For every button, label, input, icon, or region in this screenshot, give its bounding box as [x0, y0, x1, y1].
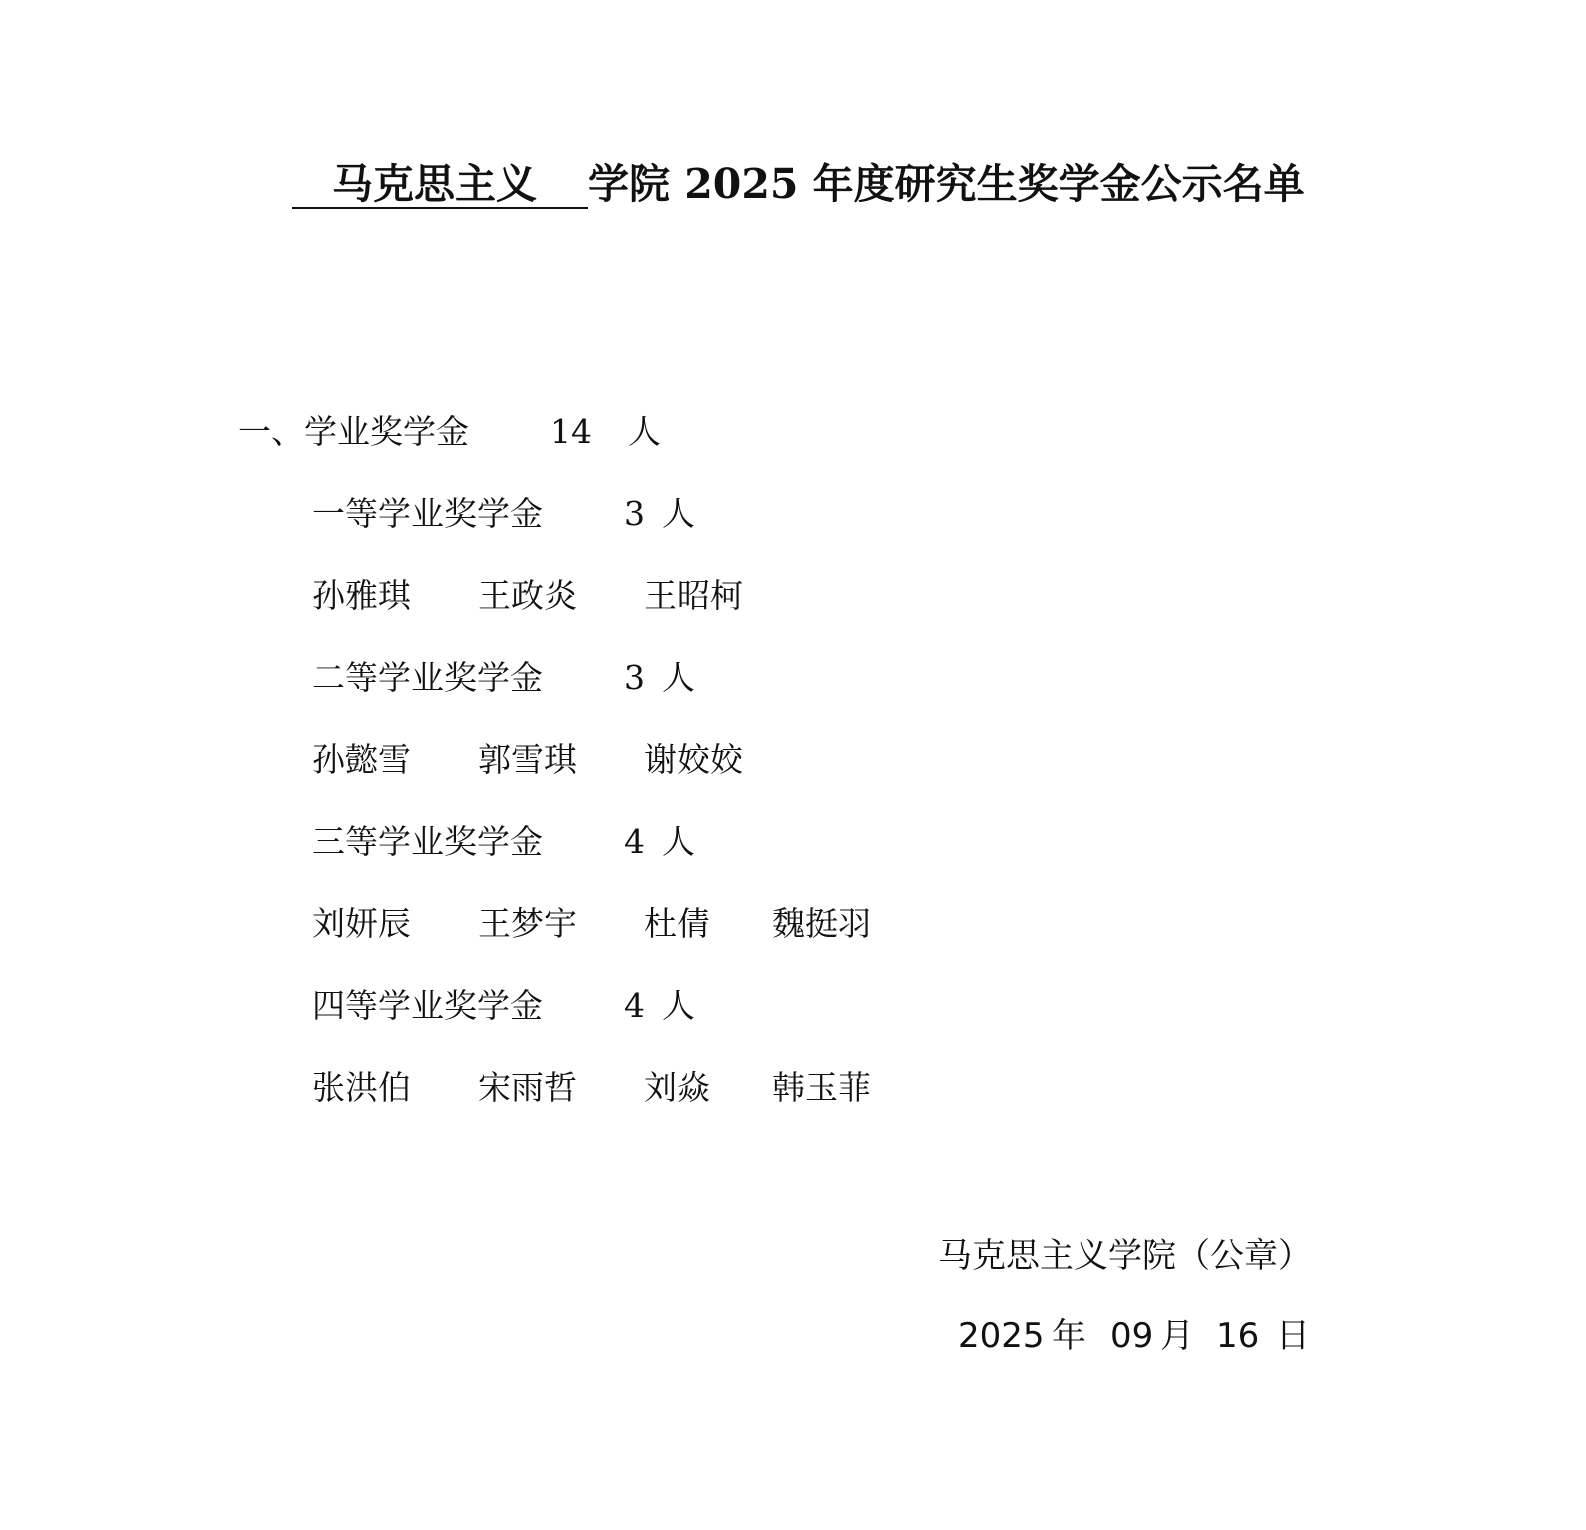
- recipient-name: 王昭柯: [644, 576, 743, 615]
- date-day: 16: [1216, 1316, 1260, 1356]
- level-row: [312, 494, 732, 534]
- date-day-unit: 日: [1276, 1316, 1310, 1356]
- level-count: 4: [624, 822, 645, 861]
- recipient-name: 魏挺羽: [772, 904, 871, 943]
- recipient-name: 韩玉菲: [772, 1068, 871, 1107]
- level-unit: 人: [662, 494, 695, 533]
- section-total-unit: 人: [628, 412, 661, 451]
- level-unit: 人: [662, 986, 695, 1025]
- date-year: 2025: [958, 1316, 1045, 1356]
- level-label: 三等学业奖学金: [312, 822, 543, 861]
- recipient-name: 张洪伯: [312, 1068, 411, 1107]
- names-row: [312, 1068, 1012, 1108]
- document-title: [292, 158, 1305, 210]
- level-row: [312, 658, 732, 698]
- level-unit: 人: [662, 658, 695, 697]
- recipient-name: 王政炎: [478, 576, 577, 615]
- level-label: 一等学业奖学金: [312, 494, 543, 533]
- recipient-name: 孙雅琪: [312, 576, 411, 615]
- names-row: [312, 904, 1012, 944]
- level-label: 四等学业奖学金: [312, 986, 543, 1025]
- section-heading: [238, 412, 718, 452]
- date-month: 09: [1110, 1316, 1154, 1356]
- level-row: [312, 986, 732, 1026]
- recipient-name: 刘妍辰: [312, 904, 411, 943]
- level-count: 3: [624, 494, 645, 533]
- date-month-unit: 月: [1160, 1316, 1194, 1356]
- level-unit: 人: [662, 822, 695, 861]
- recipient-name: 谢姣姣: [644, 740, 743, 779]
- date-year-unit: 年: [1052, 1316, 1086, 1356]
- section-total-count: 14: [550, 412, 592, 451]
- section-heading-label: 一、学业奖学金: [238, 412, 469, 451]
- recipient-name: 刘焱: [644, 1068, 710, 1107]
- recipient-name: 杜倩: [644, 904, 710, 943]
- recipient-name: 孙懿雪: [312, 740, 411, 779]
- title-text: 学院 2025 年度研究生奖学金公示名单: [588, 160, 1305, 208]
- recipient-name: 郭雪琪: [478, 740, 577, 779]
- recipient-name: 王梦宇: [478, 904, 577, 943]
- signature-date: [958, 1314, 1338, 1358]
- level-count: 3: [624, 658, 645, 697]
- level-label: 二等学业奖学金: [312, 658, 543, 697]
- title-college-name: 马克思主义: [292, 161, 588, 209]
- names-row: [312, 740, 912, 780]
- names-row: [312, 576, 912, 616]
- level-row: [312, 822, 732, 862]
- level-count: 4: [624, 986, 645, 1025]
- recipient-name: 宋雨哲: [478, 1068, 577, 1107]
- signature-org: 马克思主义学院（公章）: [938, 1236, 1312, 1276]
